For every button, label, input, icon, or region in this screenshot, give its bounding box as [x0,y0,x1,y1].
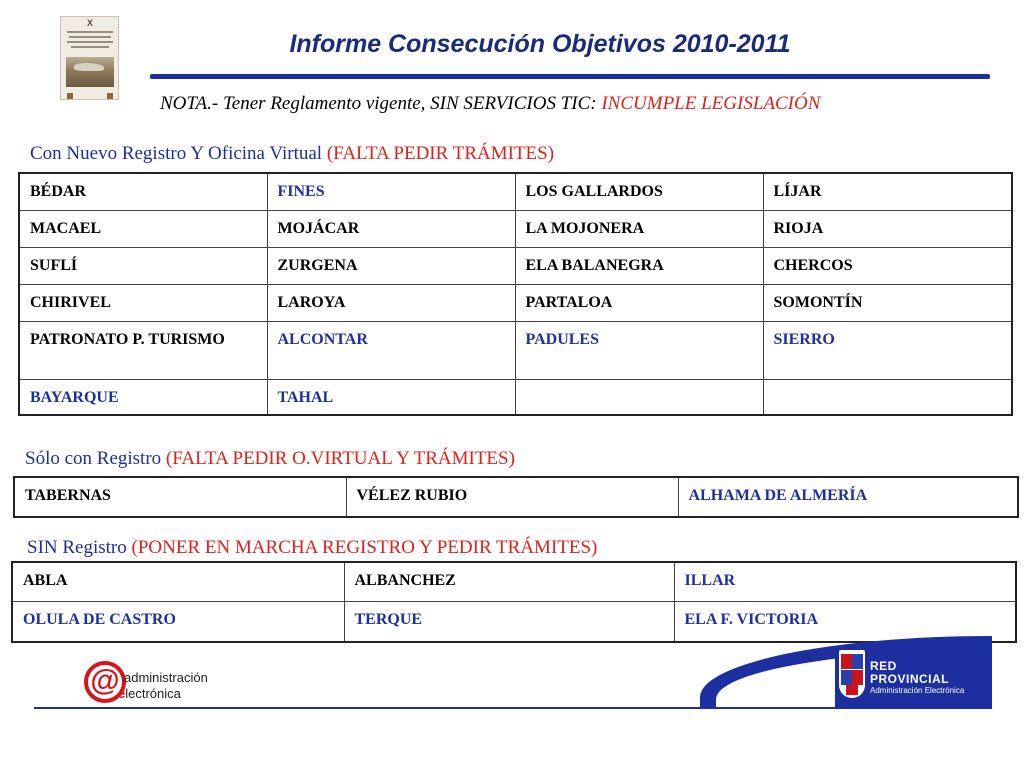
coat-of-arms-icon [839,650,865,698]
page-title: Informe Consecución Objetivos 2010-2011 [289,30,791,58]
municipality-cell: ALCONTAR [267,321,515,379]
municipality-cell: PADULES [515,321,763,379]
section-heading-no-registry [27,537,597,559]
municipality-cell: ALHAMA DE ALMERÍA [678,477,1018,517]
municipality-cell: ILLAR [674,562,1016,601]
municipality-cell: RIOJA [763,210,1012,247]
municipality-cell: LA MOJONERA [515,210,763,247]
municipality-cell: PARTALOA [515,284,763,321]
municipality-cell: LAROYA [267,284,515,321]
report-cover-thumbnail [60,16,119,100]
logo-text-line2 [118,686,181,701]
section-heading-new-registry [30,143,554,165]
section-heading-title: Sólo con Registro [25,448,166,469]
logo-text-rest: lectrónica [125,686,181,701]
cover-number: X [86,18,93,28]
title-divider [150,74,990,79]
municipality-cell [763,379,1012,415]
table-row [12,562,1016,601]
table-row [19,321,1012,379]
logo-text-initial: e [118,686,126,701]
municipality-cell: ZURGENA [267,247,515,284]
legislation-note [160,93,980,115]
municipality-cell: SIERRO [763,321,1012,379]
brand-line1: RED [870,659,897,673]
municipality-cell: MACAEL [19,210,267,247]
municipality-cell: ELA BALANEGRA [515,247,763,284]
note-text: NOTA.- Tener Reglamento vigente, SIN SERVICIOS TIC: [160,93,602,114]
municipality-cell: SUFLÍ [19,247,267,284]
municipality-cell: ELA F. VICTORIA [674,601,1016,642]
section-heading-title: SIN Registro [27,537,132,558]
municipality-cell: BAYARQUE [19,379,267,415]
table-row [14,477,1018,517]
section-heading-registry-only [25,448,515,470]
municipality-cell: SOMONTÍN [763,284,1012,321]
logo-text-line1: administración [124,670,208,685]
municipality-cell: CHERCOS [763,247,1012,284]
municipality-cell: ABLA [12,562,344,601]
table-row [19,379,1012,415]
table-row [19,173,1012,210]
table-no-registry [11,561,1017,643]
municipality-cell: FINES [267,173,515,210]
table-registry-only [13,476,1019,518]
brand-line2: PROVINCIAL [870,672,950,686]
section-heading-pending: (FALTA PEDIR TRÁMITES) [326,143,555,164]
municipality-cell [515,379,763,415]
table-row [19,284,1012,321]
section-heading-title: Con Nuevo Registro Y Oficina Virtual [30,143,327,164]
municipality-cell: VÉLEZ RUBIO [346,477,678,517]
municipality-cell: CHIRIVEL [19,284,267,321]
municipality-cell: PATRONATO P. TURISMO [19,321,267,379]
table-row [12,601,1016,642]
table-row [19,247,1012,284]
table-row [19,210,1012,247]
municipality-cell: OLULA DE CASTRO [12,601,344,642]
municipality-cell: TERQUE [344,601,674,642]
municipality-cell: LOS GALLARDOS [515,173,763,210]
municipality-cell: TAHAL [267,379,515,415]
municipality-cell: MOJÁCAR [267,210,515,247]
section-heading-pending: (PONER EN MARCHA REGISTRO Y PEDIR TRÁMITES) [131,537,598,558]
administracion-electronica-logo: @ [84,661,126,703]
brand-line3: Administración Electrónica [870,686,965,695]
municipality-cell: BÉDAR [19,173,267,210]
municipality-cell: TABERNAS [14,477,346,517]
municipality-cell: LÍJAR [763,173,1012,210]
note-alert: INCUMPLE LEGISLACIÓN [601,93,821,114]
municipality-cell: ALBANCHEZ [344,562,674,601]
table-new-registry [18,172,1013,416]
section-heading-pending: (FALTA PEDIR O.VIRTUAL Y TRÁMITES) [165,448,515,469]
footer-divider [34,707,992,709]
